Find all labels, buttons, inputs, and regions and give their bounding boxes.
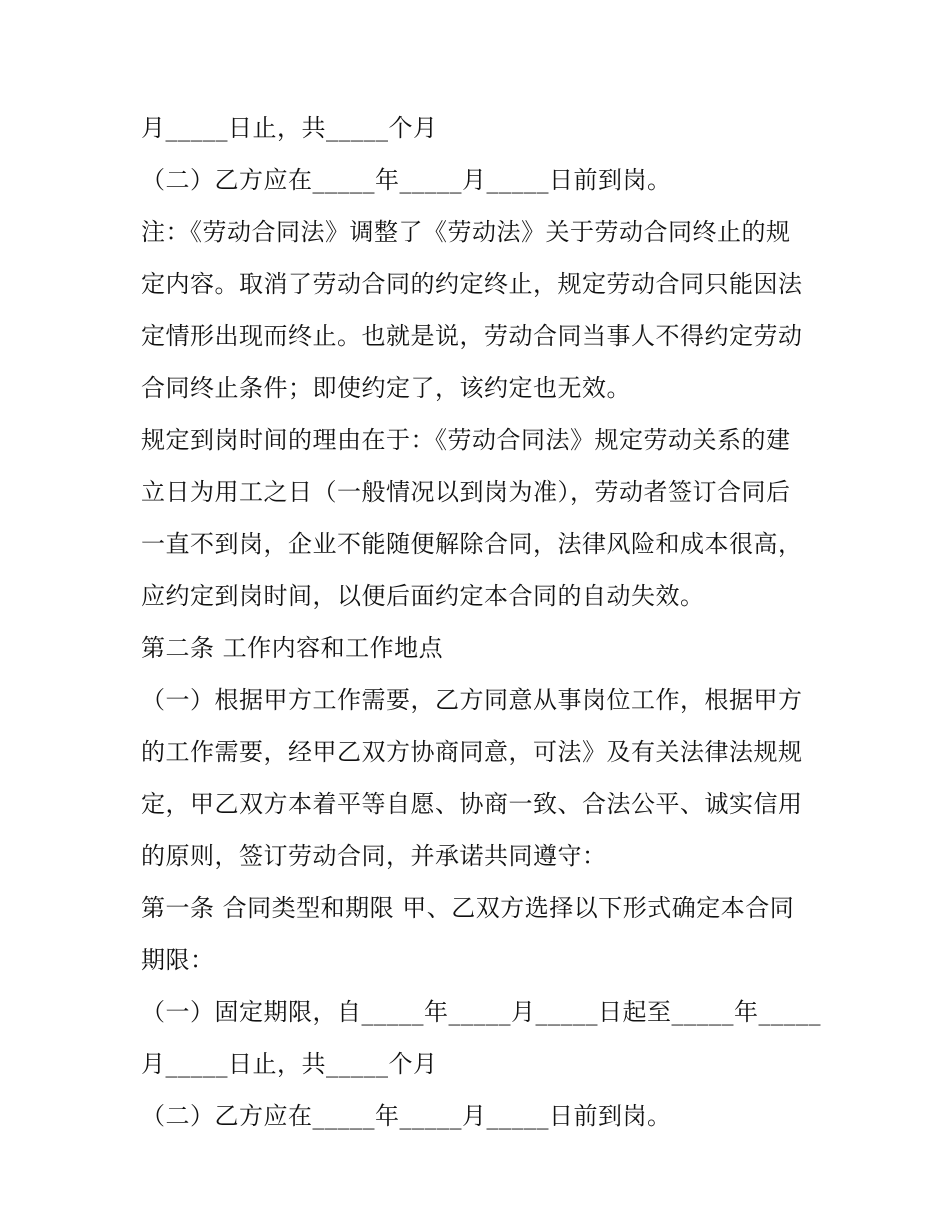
section-heading: 第二条 工作内容和工作地点 — [141, 634, 444, 662]
text-line: （二）乙方应在_____年_____月_____日前到岗。 — [141, 1102, 672, 1130]
text-line: 一直不到岗，企业不能随便解除合同，法律风险和成本很高， — [141, 530, 803, 558]
text-line: 月_____日止，共_____个月 — [141, 114, 438, 142]
section-heading: 第一条 合同类型和期限 甲、乙双方选择以下形式确定本合同 — [141, 894, 795, 922]
text-line: 期限： — [141, 946, 215, 974]
document-body — [141, 108, 821, 1148]
text-line: 定，甲乙双方本着平等自愿、协商一致、合法公平、诚实信用 — [141, 790, 803, 818]
text-line: 合同终止条件；即使约定了，该约定也无效。 — [141, 374, 631, 402]
text-line: 规定到岗时间的理由在于：《劳动合同法》规定劳动关系的建 — [141, 426, 791, 454]
text-line: 的工作需要，经甲乙双方协商同意，可法》及有关法律法规规 — [141, 738, 803, 766]
text-line: （一）固定期限，自_____年_____月_____日起至_____年_____ — [141, 998, 821, 1026]
text-line: （二）乙方应在_____年_____月_____日前到岗。 — [141, 166, 672, 194]
text-line: 立日为用工之日（一般情况以到岗为准），劳动者签订合同后 — [141, 478, 791, 506]
text-line: 应约定到岗时间，以便后面约定本合同的自动失效。 — [141, 582, 705, 610]
text-line: 的原则，签订劳动合同，并承诺共同遵守： — [141, 842, 607, 870]
text-line: 注：《劳动合同法》调整了《劳动法》关于劳动合同终止的规 — [141, 218, 791, 246]
text-line: 定内容。取消了劳动合同的约定终止，规定劳动合同只能因法 — [141, 270, 803, 298]
text-line: 月_____日止，共_____个月 — [141, 1050, 438, 1078]
text-line: 定情形出现而终止。也就是说，劳动合同当事人不得约定劳动 — [141, 322, 803, 350]
text-line: （一）根据甲方工作需要，乙方同意从事岗位工作，根据甲方 — [141, 686, 803, 714]
